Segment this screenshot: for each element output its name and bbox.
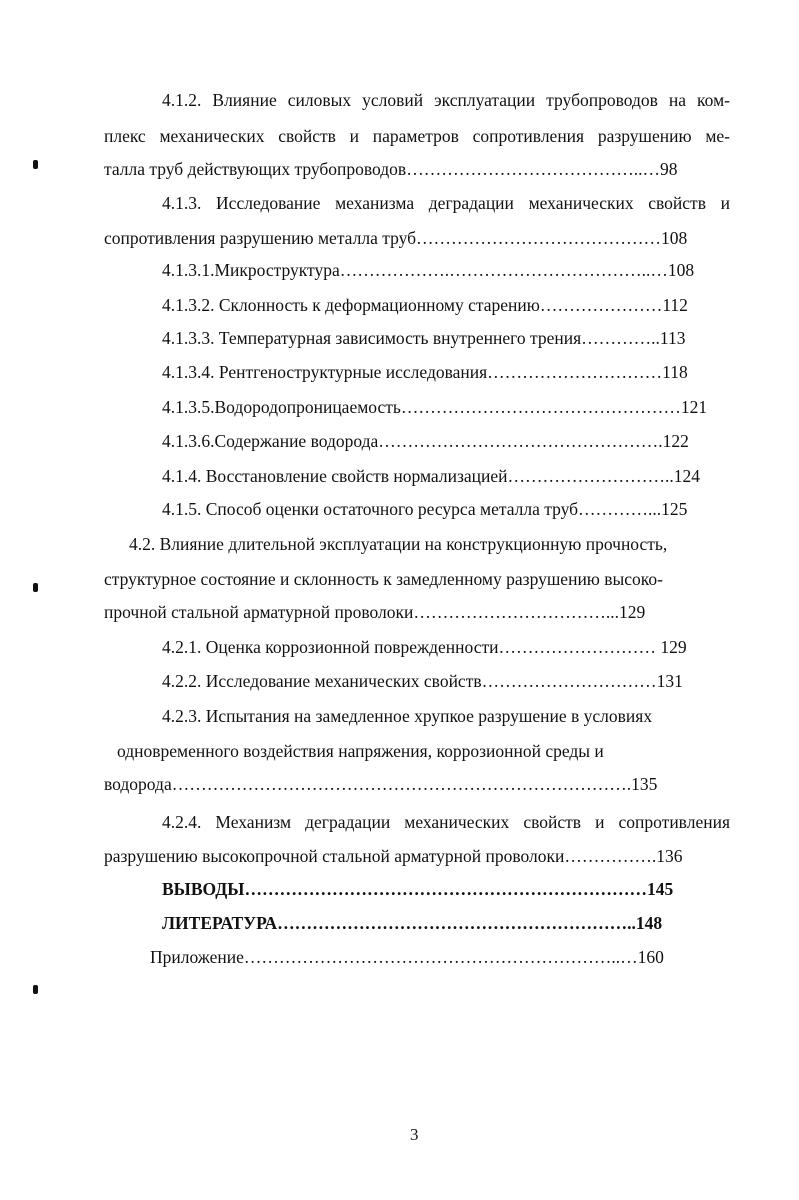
toc-entry-4-1-2-line-3: талла труб действующих трубопроводов…………………………………..…98 (104, 159, 678, 179)
toc-entry-4-1-2-line-1: 4.1.2. Влияние силовых условий эксплуатации трубопроводов на ком- (162, 90, 730, 110)
toc-entry-appendix: Приложение………………………………………………………..…160 (150, 947, 664, 967)
toc-entry-4-1-5: 4.1.5. Способ оценки остаточного ресурса металла труб…………...125 (162, 499, 688, 519)
page-number: 3 (410, 1125, 419, 1144)
toc-entry-conclusions: ВЫВОДЫ……………………………………………………………145 (162, 879, 674, 899)
toc-entry-4-1-3-line-2: сопротивления разрушению металла труб……………………………………108 (104, 228, 688, 248)
toc-entry-4-1-4: 4.1.4. Восстановление свойств нормализацией………………………..124 (162, 466, 700, 486)
toc-entry-4-2-1: 4.2.1. Оценка коррозионной поврежденности……………………… 129 (162, 637, 687, 657)
toc-entry-4-1-3-5: 4.1.3.5.Водородопроницаемость…………………………………………121 (162, 397, 708, 417)
toc-entry-4-1-3-2: 4.1.3.2. Склонность к деформационному старению…………………112 (162, 295, 688, 315)
toc-entry-4-2-3-line-2: одновременного воздействия напряжения, коррозионной среды и (117, 741, 604, 761)
toc-entry-4-2-line-2: структурное состояние и склонность к замедленному разрушению высоко- (104, 569, 663, 589)
toc-entry-4-2-line-3: прочной стальной арматурной проволоки……………………………...129 (104, 602, 646, 622)
toc-entry-4-1-3-3: 4.1.3.3. Температурная зависимость внутреннего трения…………..113 (162, 328, 686, 348)
toc-entry-4-2-4-line-2: разрушению высокопрочной стальной арматурной проволоки…………….136 (104, 846, 683, 866)
toc-entry-4-1-3-line-1: 4.1.3. Исследование механизма деградации механических свойств и (162, 193, 730, 213)
toc-entry-4-2-line-1: 4.2. Влияние длительной эксплуатации на конструкционную прочность, (129, 534, 668, 554)
toc-entry-4-1-3-4: 4.1.3.4. Рентгеноструктурные исследования…………………………118 (162, 362, 688, 382)
toc-entry-4-1-2-line-2: плекс механических свойств и параметров сопротивления разрушению ме- (104, 126, 730, 146)
toc-entry-4-2-3-line-1: 4.2.3. Испытания на замедленное хрупкое разрушение в условиях (162, 706, 653, 726)
toc-entry-literature: ЛИТЕРАТУРА……………………………………………………..148 (162, 913, 663, 933)
toc-entry-4-1-3-6: 4.1.3.6.Содержание водорода………………………………………….122 (162, 431, 689, 451)
margin-mark-2 (33, 583, 38, 592)
margin-mark-3 (33, 985, 38, 994)
toc-entry-4-2-3-line-3: водорода…………………………………………………………………….135 (104, 774, 658, 794)
toc-entry-4-1-3-1: 4.1.3.1.Микроструктура……………….……………………………..…108 (162, 260, 695, 280)
toc-entry-4-2-4-line-1: 4.2.4. Механизм деградации механических свойств и сопротивления (162, 812, 730, 832)
margin-mark-1 (33, 160, 38, 169)
toc-entry-4-2-2: 4.2.2. Исследование механических свойств…………………………131 (162, 671, 683, 691)
